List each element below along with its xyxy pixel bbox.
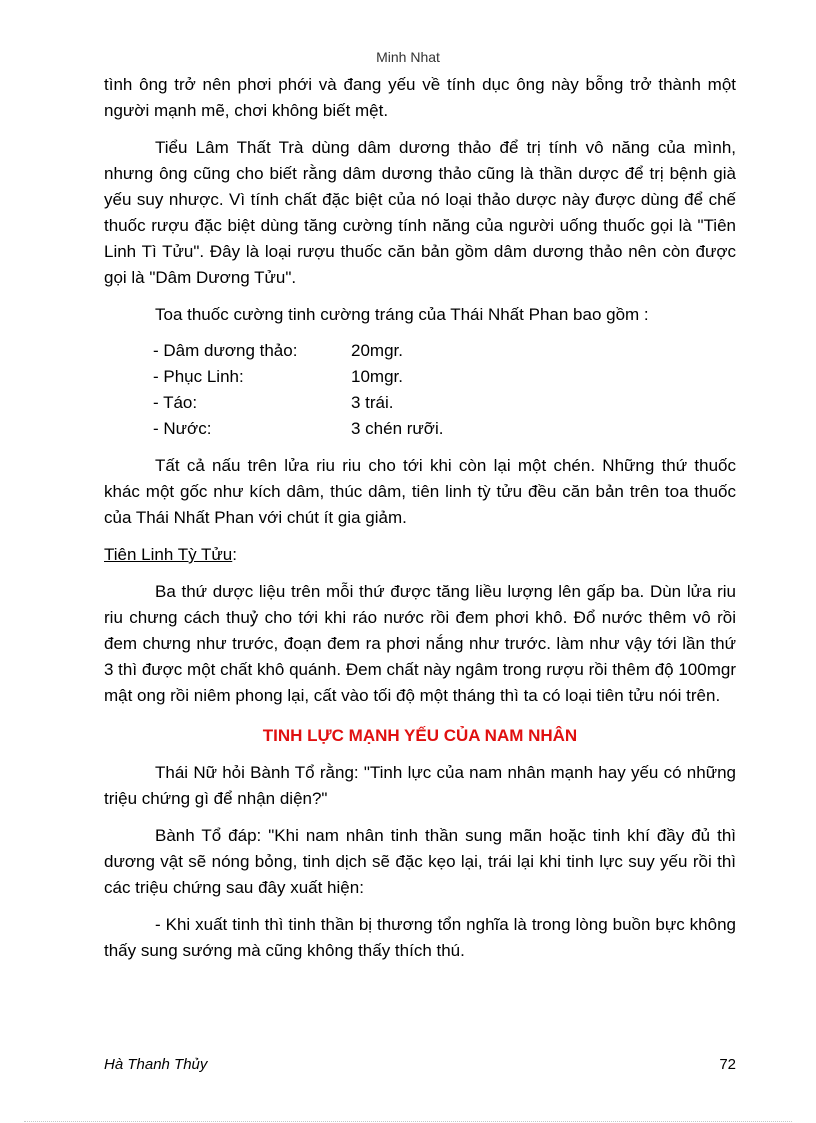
recipe-amount: 10mgr. xyxy=(351,367,403,386)
subheading xyxy=(104,542,736,568)
recipe-row xyxy=(153,364,443,390)
recipe-list xyxy=(153,338,443,442)
recipe-amount: 3 trái. xyxy=(351,393,394,412)
recipe-ingredient: - Phục Linh: xyxy=(153,367,244,386)
recipe-ingredient: - Nước: xyxy=(153,419,212,438)
page-body xyxy=(104,72,736,964)
recipe-row xyxy=(153,416,443,442)
recipe-row xyxy=(153,338,443,364)
paragraph: Bành Tổ đáp: "Khi nam nhân tinh thần sung mãn hoặc tinh khí đầy đủ thì dương vật sẽ nóng bỏng, tinh dịch sẽ đặc kẹo lại, trái lại khi tinh lực suy yếu rồi thì các triệu chứng sau đây xuất hiện: xyxy=(104,826,736,897)
paragraph: tình ông trở nên phơi phới và đang yếu về tính dục ông này bỗng trở thành một người mạnh mẽ, chơi không biết mệt. xyxy=(104,75,736,120)
page-bottom-divider xyxy=(24,1121,792,1122)
paragraph: Tất cả nấu trên lửa riu riu cho tới khi còn lại một chén. Những thứ thuốc khác một gốc như kích dâm, thúc dâm, tiên linh tỳ tửu đều căn bản trên toa thuốc của Thái Nhất Phan với chút ít gia giảm. xyxy=(104,456,736,527)
subheading-text: Tiên Linh Tỳ Tửu xyxy=(104,545,233,564)
footer-author: Hà Thanh Thủy xyxy=(104,1056,208,1073)
recipe-ingredient: - Dâm dương thảo: xyxy=(153,341,298,360)
recipe-amount: 3 chén rưỡi. xyxy=(351,419,444,438)
paragraph: Tiểu Lâm Thất Trà dùng dâm dương thảo để trị tính vô năng của mình, nhưng ông cũng cho biết rằng dâm dương thảo cũng là thần dược để trị bệnh già yếu suy nhược. Vì tính chất đặc biệt của nó loại thảo dược này được dùng để chế thuốc rượu đặc biệt dùng tăng cường tính năng của người uống thuốc gọi là "Tiên Linh Tì Tửu". Đây là loại rượu thuốc căn bản gồm dâm dương thảo nên còn được gọi là "Dâm Dương Tửu". xyxy=(104,138,736,287)
section-title: TINH LỰC MẠNH YẾU CỦA NAM NHÂN xyxy=(262,726,578,745)
subheading-colon: : xyxy=(232,545,237,564)
paragraph: - Khi xuất tinh thì tinh thần bị thương tổn nghĩa là trong lòng buồn bực không thấy sung sướng mà cũng không thấy thích thú. xyxy=(104,915,736,960)
page-header: Minh Nhat xyxy=(376,49,440,65)
recipe-ingredient: - Táo: xyxy=(153,393,198,412)
paragraph: Thái Nữ hỏi Bành Tổ rằng: "Tinh lực của nam nhân mạnh hay yếu có những triệu chứng gì để nhận diện?" xyxy=(104,763,736,808)
recipe-row xyxy=(153,390,443,416)
recipe-amount: 20mgr. xyxy=(351,341,403,360)
paragraph: Ba thứ dược liệu trên mỗi thứ được tăng liều lượng lên gấp ba. Dùn lửa riu riu chưng cách thuỷ cho tới khi ráo nước rồi đem phơi khô. Đổ nước thêm vô rồi đem chưng như trước, đoạn đem ra phơi nắng như trước. làm như vậy tới lần thứ 3 thì được một chất khô quánh. Đem chất này ngâm trong rượu rồi thêm độ 100mgr mật ong rồi niêm phong lại, cất vào tối độ một tháng thì ta có loại tiên tửu nói trên. xyxy=(104,582,736,705)
paragraph: Toa thuốc cường tinh cường tráng của Thái Nhất Phan bao gồm : xyxy=(155,305,649,324)
page-number: 72 xyxy=(719,1056,736,1073)
